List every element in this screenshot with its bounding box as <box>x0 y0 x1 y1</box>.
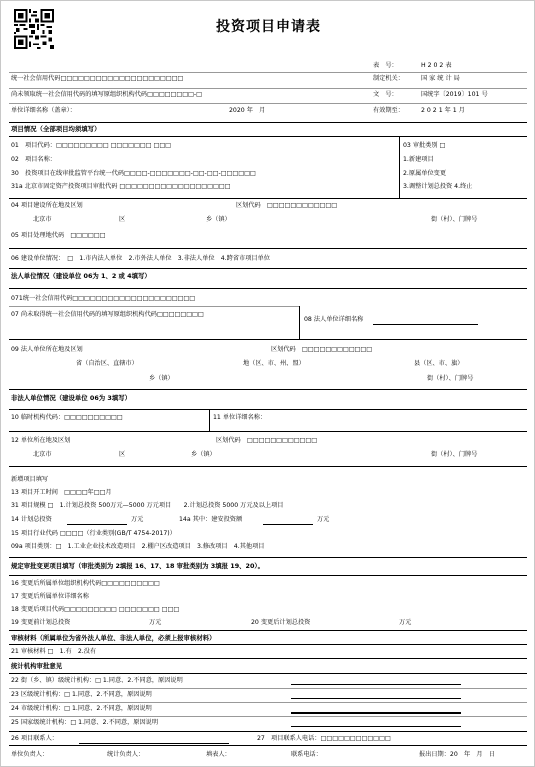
divider <box>9 268 527 269</box>
legal-region-code: 区划代码 □□□□□□□□□□□□ <box>271 346 373 353</box>
divider <box>209 409 210 431</box>
changed-project-code: 18 变更后项目代码□□□□□□□□□ □□□□□□□ □□□ <box>11 606 180 613</box>
non-legal-street: 街（村）、门牌号 <box>431 451 478 458</box>
investment-after-unit: 万元 <box>399 619 412 626</box>
section-non-legal: 非法人单位情况（建设单位 06为 3填写） <box>11 394 132 402</box>
divider <box>9 389 527 390</box>
footer-unit-head: 单位负责人： <box>11 751 49 758</box>
platform-code: 30 投资项目在线审批监管平台统一代码□□□□-□□□□□□□-□□-□□-□□□□□□ <box>11 170 256 177</box>
divider <box>9 306 299 307</box>
project-scale: 31 项目规模 □ 1.计划总投资 500万元—5000 万元项目 2.计划总投资 5000 万元及以上项目 <box>11 502 284 509</box>
planned-investment: 14 计划总投资 <box>11 516 52 523</box>
divider <box>9 688 527 689</box>
divider <box>9 466 527 467</box>
legal-name-line <box>373 318 478 325</box>
approval-city-line <box>291 706 461 714</box>
divider <box>9 745 527 746</box>
section-project-info: 项目情况（全部项目均须填写） <box>11 125 101 133</box>
new-project-note: 新增项目填写 <box>11 476 49 483</box>
footer-date: 报出日期：20 年 月 日 <box>419 751 495 758</box>
legal-credit-code: 071统一社会信用代码□□□□□□□□□□□□□□□□□□□□□ <box>11 295 196 302</box>
project-category: 09a 项目类别：□ 1.工业企业技术改造项目 2.棚户区改造项目 3.修改项目 4.其他项目 <box>11 543 265 550</box>
section-approval: 统计机构审批意见 <box>11 662 63 670</box>
approval-town: 22 街（乡、镇）级统计机构：□ 1.同意、2.不同意，原因说明 <box>11 677 183 684</box>
divider <box>9 288 527 289</box>
non-legal-district: 区 <box>119 451 126 458</box>
divider <box>9 136 527 137</box>
approval-option-3: 3.调整计划总投资 4.终止 <box>403 183 473 190</box>
divider <box>399 136 400 198</box>
project-contact-line <box>79 737 229 744</box>
divider <box>9 409 527 410</box>
divider <box>9 658 527 659</box>
divider <box>9 575 527 576</box>
approval-type: 03 审批类别 □ <box>403 142 446 149</box>
location-town: 乡（镇） <box>206 216 231 223</box>
approval-option-1: 1.新建项目 <box>403 156 434 163</box>
planned-investment-line <box>67 518 127 525</box>
divider <box>9 673 527 674</box>
project-contact-phone: 27 项目联系人电话：□□□□□□□□□□□□ <box>257 735 391 742</box>
section-legal-entity: 法人单位情况（建设单位 06为 1、2 或 4填写） <box>11 272 151 280</box>
org-code-row: 尚未领取统一社会信用代码的填写原组织机构代码□□□□□□□□-□ <box>11 91 202 98</box>
approval-national-line <box>291 720 461 727</box>
construction-unit-type: 06 建设单位情况： □ 1.市内法人单位 2.市外法人单位 3.非法人单位 4.跨省市项目单位 <box>11 255 270 262</box>
approval-national: 25 国家级统计机构：□ 1.同意、2.不同意，原因说明 <box>11 719 159 726</box>
industry-code: 15 项目行业代码 □□□□（行业类别(GB/T 4754-2017)） <box>11 530 176 537</box>
form-title: 投资项目申请表 <box>216 19 321 35</box>
divider <box>9 103 527 104</box>
divider <box>9 122 527 123</box>
divider <box>9 198 527 199</box>
construction-investment-unit: 万元 <box>317 516 330 523</box>
location-city: 北京市 <box>33 216 52 223</box>
divider <box>9 702 527 703</box>
legal-street: 街（村）、门牌号 <box>427 375 474 382</box>
non-legal-town: 乡（镇） <box>191 451 216 458</box>
start-time: 13 项目开工时间 □□□□年□□月 <box>11 489 112 496</box>
legal-location: 09 法人单位所在地及区划 <box>11 346 83 353</box>
project-contact: 26 项目联系人： <box>11 735 58 742</box>
approval-town-line <box>291 678 461 685</box>
meta-value-1: H 2 0 2 表 <box>421 62 452 69</box>
non-legal-region-code: 区划代码 □□□□□□□□□□□□ <box>216 437 318 444</box>
meta-label-3: 文 号： <box>373 91 398 98</box>
section-review-material: 审核材料（所属单位为省外法人单位、非法人单位，必须上报审核材料） <box>11 634 216 642</box>
meta-label-1: 表 号： <box>373 62 398 69</box>
non-legal-location: 12 单位所在地及区划 <box>11 437 71 444</box>
meta-value-4: 2 0 2 1 年 1 月 <box>421 107 465 114</box>
location-street: 街（村）、门牌号 <box>431 216 478 223</box>
divider <box>9 72 527 73</box>
approval-city: 24 市级统计机构：□ 1.同意、2.不同意，原因说明 <box>11 705 152 712</box>
footer-phone: 联系电话： <box>291 751 322 758</box>
legal-org-code: 07 尚未取得统一社会信用代码的填写原组织机构代码□□□□□□□□ <box>11 311 204 318</box>
divider <box>9 431 527 432</box>
approval-district: 23 区级统计机构：□ 1.同意、2.不同意，原因说明 <box>11 691 152 698</box>
changed-unit-name: 17 变更后所属单位详细名称 <box>11 593 89 600</box>
divider <box>9 88 527 89</box>
meta-value-2: 国 家 统 计 局 <box>421 75 460 82</box>
construction-location: 04 项目建设所在地及区划 <box>11 202 83 209</box>
legal-town: 乡（镇） <box>149 375 174 382</box>
legal-prefecture: 地（区、市、州、盟） <box>243 360 305 367</box>
location-district: 区 <box>119 216 126 223</box>
temp-org-code: 10 临时机构代码：□□□□□□□□□□ <box>11 414 123 421</box>
approval-district-line <box>291 692 461 699</box>
meta-label-2: 制定机关： <box>373 75 404 82</box>
divider <box>9 630 527 631</box>
handling-code: 05 项目处理地代码 □□□□□□ <box>11 232 106 239</box>
divider <box>9 248 527 249</box>
investment-before: 19 变更前计划总投资 <box>11 619 71 626</box>
construction-investment: 14a 其中：建安投资额 <box>179 516 243 523</box>
non-legal-unit-name: 11 单位详细名称： <box>213 414 267 421</box>
legal-unit-name: 08 法人单位详细名称 <box>304 316 364 323</box>
divider <box>9 339 527 340</box>
planned-investment-unit: 万元 <box>131 516 144 523</box>
investment-before-unit: 万元 <box>149 619 162 626</box>
approval-option-2: 2.原属单位变更 <box>403 170 447 177</box>
changed-org-code: 16 变更后所属单位组织机构代码□□□□□□□□□□ <box>11 580 160 587</box>
project-name: 02 项目名称： <box>11 156 56 163</box>
beijing-code: 31a 北京市固定资产投资项目审批代码 □□□□□□□□□□□□□□□□□□□ <box>11 183 231 190</box>
credit-code-row: 统一社会信用代码□□□□□□□□□□□□□□□□□□□□□ <box>11 75 184 82</box>
divider <box>299 306 300 339</box>
divider <box>9 644 527 645</box>
divider <box>9 716 527 717</box>
region-code: 区划代码 □□□□□□□□□□□□ <box>236 202 338 209</box>
review-material: 21 审核材料 □ 1.有 2.没有 <box>11 648 97 655</box>
construction-investment-line <box>263 518 313 525</box>
divider <box>9 731 527 732</box>
legal-county: 县（区、市、旗） <box>414 360 464 367</box>
meta-label-4: 有效期至： <box>373 107 404 114</box>
footer-filler: 填表人： <box>206 751 231 758</box>
unit-name-row: 单位详细名称（盖章）： <box>11 107 76 114</box>
investment-after: 20 变更后计划总投资 <box>251 619 311 626</box>
non-legal-city: 北京市 <box>33 451 52 458</box>
project-code: 01 项目代码：□□□□□□□□□ □□□□□□□ □□□ <box>11 142 172 149</box>
meta-value-3: 国统字〔2019〕101 号 <box>421 91 488 98</box>
footer-stat-head: 统计负责人： <box>107 751 145 758</box>
divider <box>9 557 527 558</box>
legal-province: 省（自治区、直辖市） <box>76 360 138 367</box>
section-change: 规定审批变更项目填写（审批类别为 2填报 16、17、18 审批类别为 3填报 19、20）。 <box>11 562 265 570</box>
report-period: 2020 年 月 <box>229 107 266 114</box>
